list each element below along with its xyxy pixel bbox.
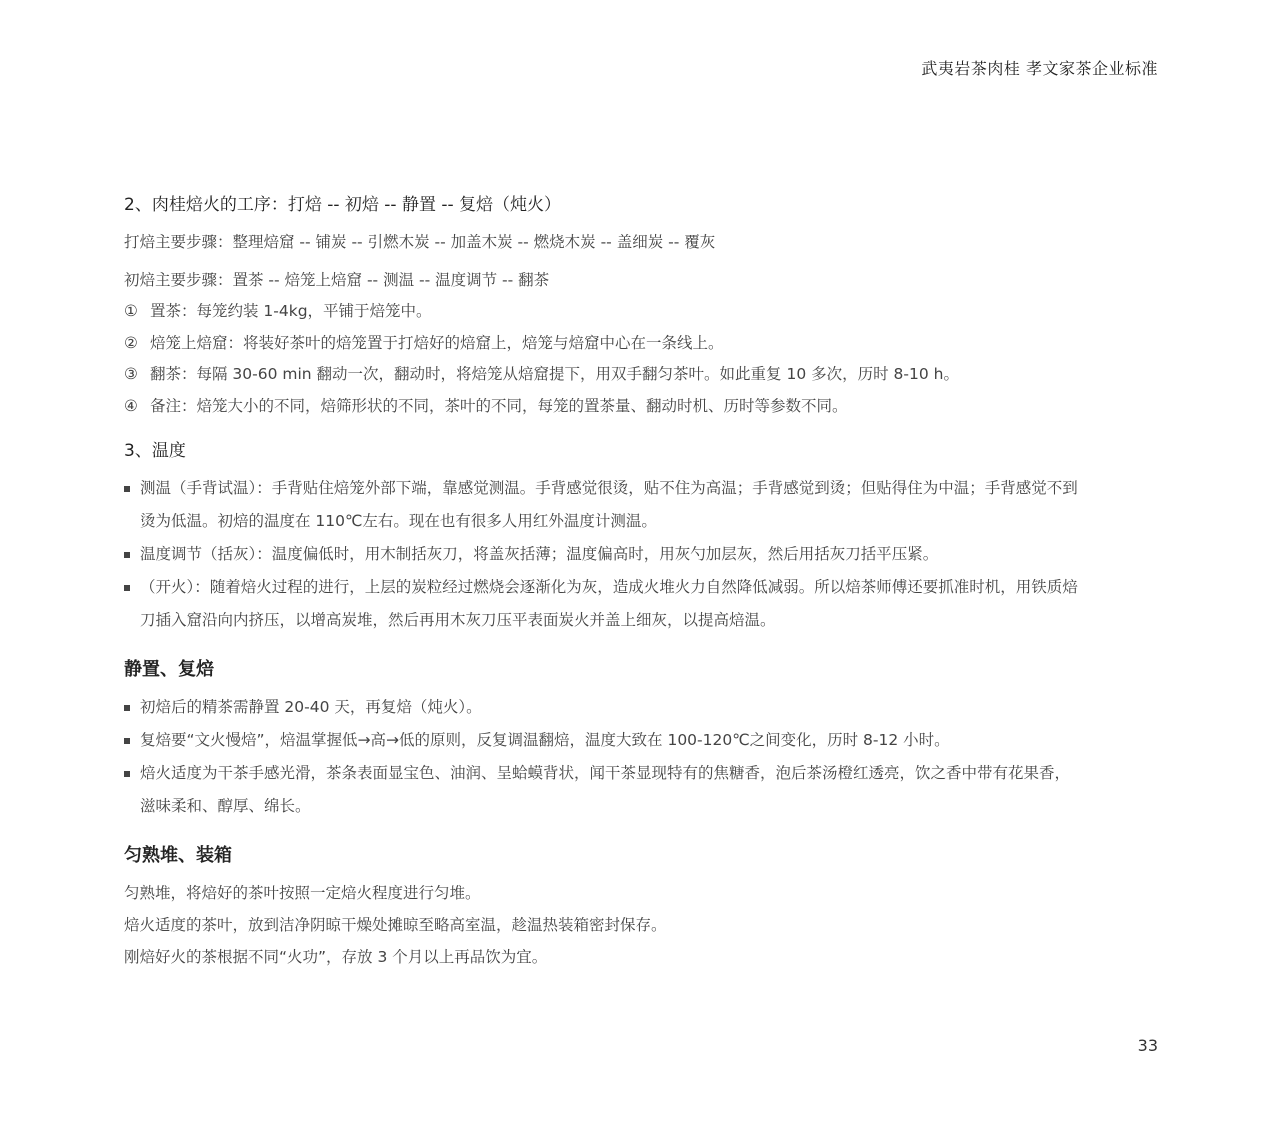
rest-rebake-list xyxy=(124,691,1084,823)
item-text: （开火）：随着焙火过程的进行，上层的炭粒经过燃烧会逐渐化为灰，造成火堆火力自然降低减弱。所以焙茶师傅还要抓准时机，用铁质焙刀插入窟沿向内挤压，以增高炭堆，然后再用木灰刀压平表面炭火并盖上细灰，以提高焙温。 xyxy=(140,578,1078,629)
item-number: ① xyxy=(124,302,138,320)
square-bullet-icon xyxy=(124,585,130,591)
blend-pack-line: 匀熟堆，将焙好的茶叶按照一定焙火程度进行匀堆。 xyxy=(124,884,481,902)
list-item xyxy=(124,472,1084,538)
blend-pack-line: 焙火适度的茶叶，放到洁净阴晾干燥处摊晾至略高室温，趁温热装箱密封保存。 xyxy=(124,916,667,934)
section-2-heading: 2、肉桂焙火的工序：打焙 -- 初焙 -- 静置 -- 复焙（炖火） xyxy=(124,195,562,215)
item-text: 置茶：每笼约装 1-4kg，平铺于焙笼中。 xyxy=(150,302,432,320)
item-text: 焙笼上焙窟：将装好茶叶的焙笼置于打焙好的焙窟上，焙笼与焙窟中心在一条线上。 xyxy=(150,333,724,352)
item-text: 翻茶：每隔 30-60 min 翻动一次，翻动时，将焙笼从焙窟提下，用双手翻匀茶叶。如此重复 10 多次，历时 8-10 h。 xyxy=(150,365,959,383)
item-text: 焙火适度为干茶手感光滑，茶条表面显宝色、油润、呈蛤蟆背状，闻干茶显现特有的焦糖香，泡后茶汤橙红透亮，饮之香中带有花果香，滋味柔和、醇厚、绵长。 xyxy=(140,764,1071,815)
square-bullet-icon xyxy=(124,552,130,558)
item-number: ③ xyxy=(124,365,138,383)
document-header-title: 武夷岩茶肉桂 孝文家茶企业标准 xyxy=(921,59,1158,78)
list-item xyxy=(124,391,1084,423)
temperature-list xyxy=(124,472,1084,637)
blend-pack-line: 刚焙好火的茶根据不同“火功”，存放 3 个月以上再品饮为宜。 xyxy=(124,948,548,966)
list-item xyxy=(124,724,1084,757)
list-item xyxy=(124,328,1084,360)
list-item xyxy=(124,571,1084,637)
list-item xyxy=(124,691,1084,724)
dabei-steps: 打焙主要步骤：整理焙窟 -- 铺炭 -- 引燃木炭 -- 加盖木炭 -- 燃烧木炭 -- 盖细炭 -- 覆灰 xyxy=(124,233,716,251)
square-bullet-icon xyxy=(124,486,130,492)
item-text: 温度调节（括灰）：温度偏低时，用木制括灰刀，将盖灰括薄；温度偏高时，用灰勺加层灰，然后用括灰刀括平压紧。 xyxy=(140,545,939,563)
item-text: 初焙后的精茶需静置 20-40 天，再复焙（炖火）。 xyxy=(140,698,482,716)
item-text: 复焙要“文火慢焙”，焙温掌握低→高→低的原则，反复调温翻焙，温度大致在 100-120℃之间变化，历时 8-12 小时。 xyxy=(140,731,950,749)
list-item xyxy=(124,296,1084,328)
section-3-heading: 3、温度 xyxy=(124,441,186,461)
list-item xyxy=(124,757,1084,823)
square-bullet-icon xyxy=(124,705,130,711)
page-content xyxy=(124,190,1084,973)
square-bullet-icon xyxy=(124,771,130,777)
item-text: 测温（手背试温）：手背贴住焙笼外部下端，靠感觉测温。手背感觉很烫，贴不住为高温；手背感觉到烫；但贴得住为中温；手背感觉不到烫为低温。初焙的温度在 110℃左右。现在也有很多人用红外温度计测温。 xyxy=(140,479,1078,530)
item-number: ④ xyxy=(124,396,138,415)
list-item xyxy=(124,359,1084,391)
rest-rebake-heading: 静置、复焙 xyxy=(124,659,214,680)
list-item xyxy=(124,538,1084,571)
item-number: ② xyxy=(124,333,138,352)
page-number: 33 xyxy=(1137,1036,1158,1055)
item-text: 备注：焙笼大小的不同，焙筛形状的不同，茶叶的不同，每笼的置茶量、翻动时机、历时等参数不同。 xyxy=(150,396,848,415)
chubei-steps: 初焙主要步骤：置茶 -- 焙笼上焙窟 -- 测温 -- 温度调节 -- 翻茶 xyxy=(124,271,550,289)
square-bullet-icon xyxy=(124,738,130,744)
chubei-step-list xyxy=(124,296,1084,422)
blend-pack-heading: 匀熟堆、装箱 xyxy=(124,845,232,866)
